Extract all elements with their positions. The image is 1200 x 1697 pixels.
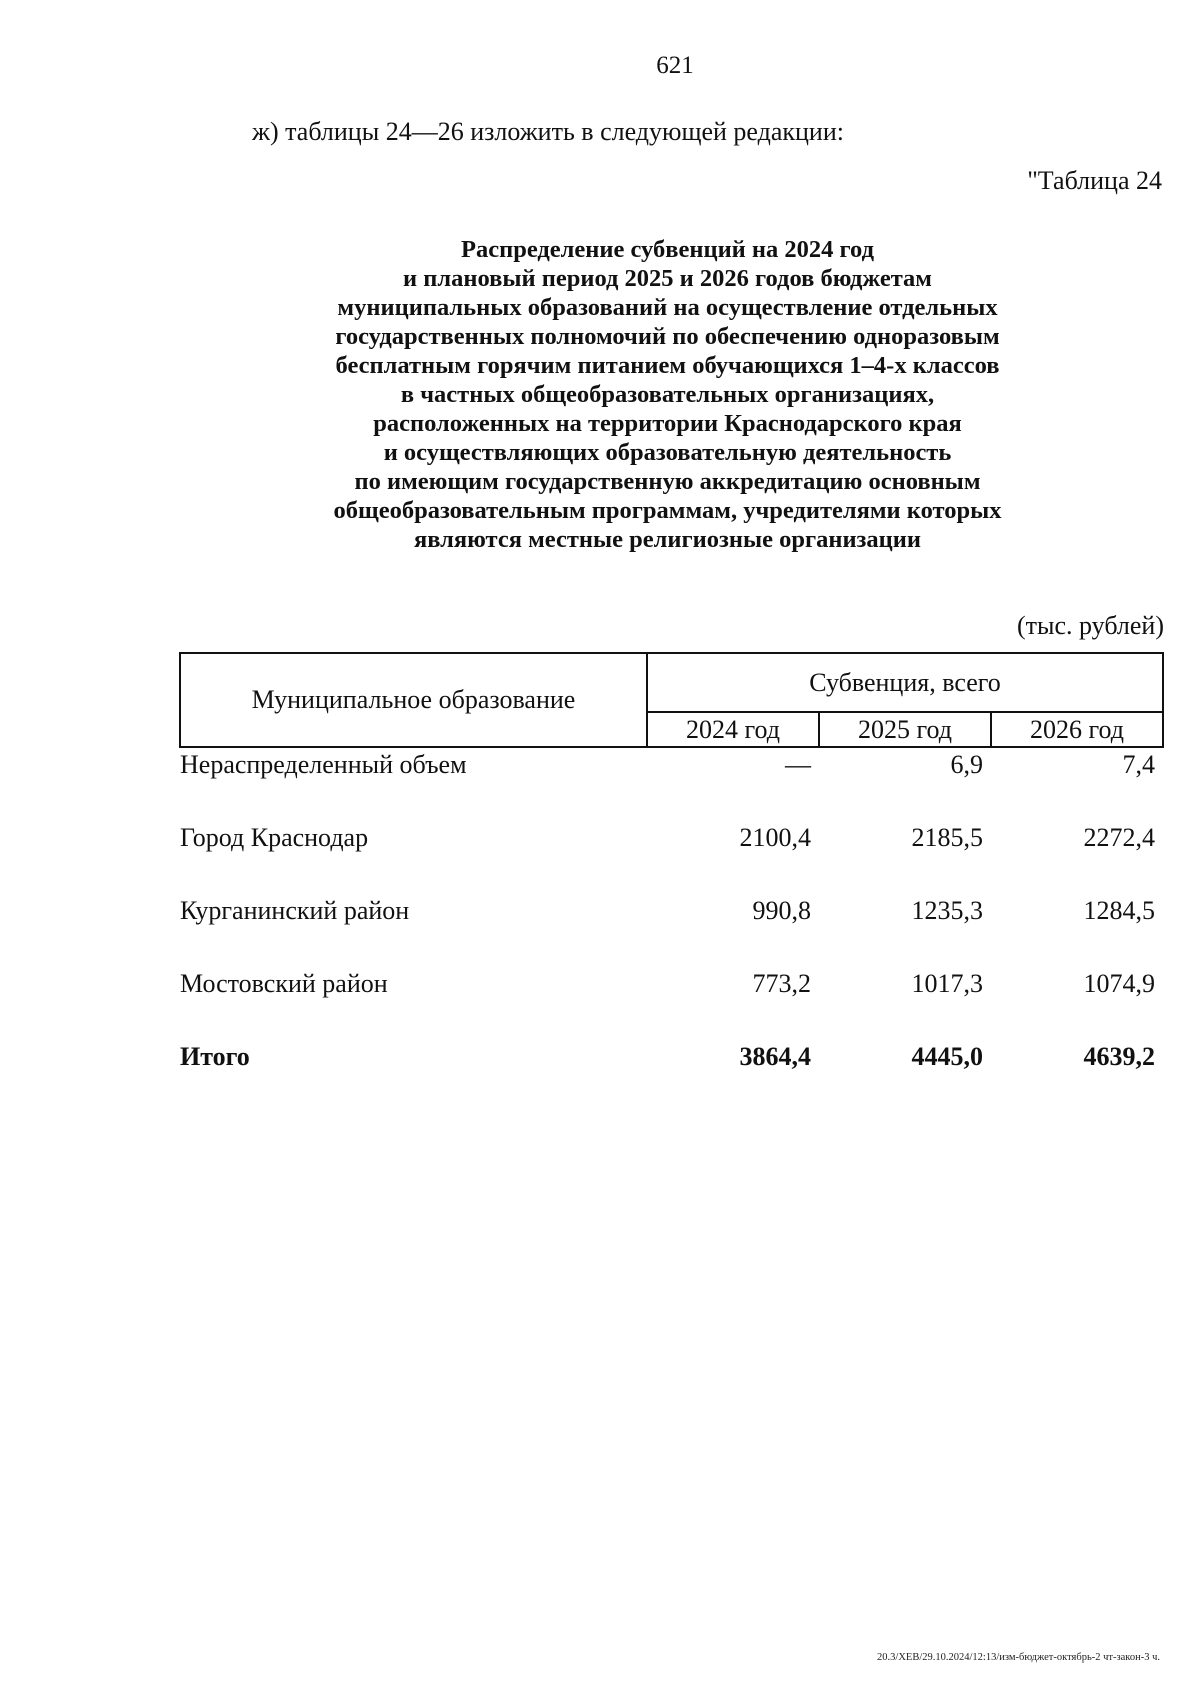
title-line: бесплатным горячим питанием обучающихся 1–4-х классов <box>335 352 1000 379</box>
row-value-2025: 1017,3 <box>911 969 983 998</box>
row-name: Город Краснодар <box>180 823 369 852</box>
row-name: Мостовский район <box>180 969 388 998</box>
row-value-2024: 990,8 <box>752 896 811 925</box>
document-title <box>250 235 1085 554</box>
row-value-2026: 1284,5 <box>1083 896 1156 925</box>
total-value-2025: 4445,0 <box>911 1042 983 1071</box>
row-value-2026: 7,4 <box>1122 750 1156 779</box>
header-subvention-total: Субвенция, всего <box>647 653 1163 712</box>
header-year-2025: 2025 год <box>819 712 991 747</box>
row-value-2024: — <box>785 750 811 779</box>
header-year-2026: 2026 год <box>991 712 1163 747</box>
table-row <box>180 896 1163 969</box>
row-name: Нераспределенный объем <box>180 750 467 779</box>
title-line: и осуществляющих образовательную деятельность <box>383 439 952 466</box>
header-municipality: Муниципальное образование <box>180 653 647 747</box>
title-line: в частных общеобразовательных организациях, <box>400 381 935 408</box>
total-value-2024: 3864,4 <box>739 1042 811 1071</box>
table-row <box>180 823 1163 896</box>
page-number: 621 <box>656 52 694 79</box>
title-line: Распределение субвенций на 2024 год <box>461 236 874 263</box>
title-line: и плановый период 2025 и 2026 годов бюджетам <box>403 265 932 292</box>
units-label: (тыс. рублей) <box>1016 611 1164 640</box>
total-value-2026: 4639,2 <box>1083 1042 1156 1071</box>
subvention-table <box>179 652 1164 1115</box>
table-row <box>180 969 1163 1042</box>
total-label: Итого <box>180 1042 250 1071</box>
row-value-2026: 1074,9 <box>1083 969 1156 998</box>
table-row <box>180 747 1163 823</box>
row-value-2025: 1235,3 <box>911 896 983 925</box>
row-value-2024: 2100,4 <box>739 823 811 852</box>
title-line: государственных полномочий по обеспечению одноразовым <box>335 323 1000 350</box>
row-value-2025: 6,9 <box>950 750 983 779</box>
title-line: общеобразовательным программам, учредителями которых <box>333 497 1002 524</box>
title-line: являются местные религиозные организации <box>413 526 922 553</box>
row-value-2026: 2272,4 <box>1083 823 1156 852</box>
row-value-2024: 773,2 <box>752 969 811 998</box>
footer-reference: 20.3/ХЕВ/29.10.2024/12:13/изм-бюджет-октябрь-2 чт-закон-3 ч. <box>877 1652 1160 1663</box>
total-row <box>180 1042 1163 1115</box>
title-line: по имеющим государственную аккредитацию основным <box>354 468 981 495</box>
row-value-2025: 2185,5 <box>911 823 983 852</box>
intro-paragraph: ж) таблицы 24—26 изложить в следующей редакции: <box>252 117 844 146</box>
table-label: "Таблица 24 <box>1027 166 1162 195</box>
title-line: расположенных на территории Краснодарского края <box>373 410 962 437</box>
row-name: Курганинский район <box>180 896 410 925</box>
title-line: муниципальных образований на осуществление отдельных <box>337 294 998 321</box>
header-year-2024: 2024 год <box>647 712 819 747</box>
